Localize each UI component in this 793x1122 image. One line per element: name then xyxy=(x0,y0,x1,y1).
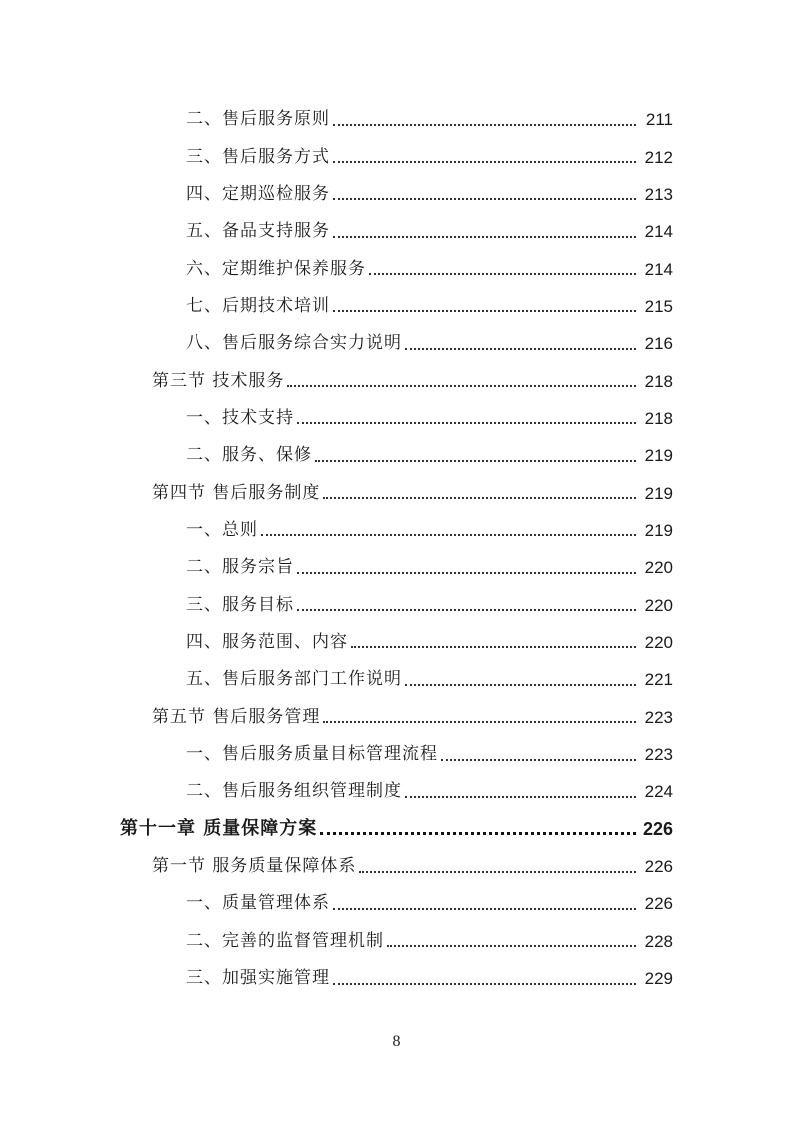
toc-entry-page: 215 xyxy=(644,296,673,316)
toc-entry-title: 二、售后服务组织管理制度 xyxy=(186,781,402,802)
toc-entry-page: 218 xyxy=(644,371,673,391)
toc-entry-page: 219 xyxy=(644,483,673,503)
toc-entry[interactable] xyxy=(0,661,793,698)
toc-entry-title: 二、完善的监督管理机制 xyxy=(186,930,384,951)
toc-entry-page: 211 xyxy=(645,110,673,130)
toc-section-entry[interactable] xyxy=(0,362,793,399)
toc-entry[interactable] xyxy=(0,101,793,138)
toc-entry-title: 第三节 技术服务 xyxy=(152,370,285,391)
toc-entry-title: 二、服务、保修 xyxy=(186,445,312,466)
toc-dot-leader xyxy=(405,783,636,801)
toc-entry-title: 一、技术支持 xyxy=(186,407,294,428)
toc-entry[interactable] xyxy=(0,288,793,325)
toc-entry-page: 214 xyxy=(644,259,673,279)
toc-dot-leader xyxy=(405,335,636,353)
toc-entry-page: 219 xyxy=(644,520,673,540)
toc-entry[interactable] xyxy=(0,325,793,362)
toc-entry-title: 一、质量管理体系 xyxy=(186,893,330,914)
toc-entry-page: 226 xyxy=(642,819,673,840)
toc-entry-title: 六、定期维护保养服务 xyxy=(186,258,366,279)
toc-entry-page: 223 xyxy=(644,707,673,727)
toc-entry-page: 218 xyxy=(644,408,673,428)
toc-dot-leader xyxy=(323,708,636,726)
toc-entry[interactable] xyxy=(0,624,793,661)
toc-dot-leader xyxy=(333,970,636,988)
toc-entry[interactable] xyxy=(0,138,793,175)
toc-entry-title: 一、售后服务质量目标管理流程 xyxy=(186,744,438,765)
toc-dot-leader xyxy=(297,559,636,577)
toc-entry-page: 224 xyxy=(644,782,673,802)
toc-dot-leader xyxy=(261,521,636,539)
toc-entry[interactable] xyxy=(0,773,793,810)
toc-dot-leader xyxy=(320,820,636,838)
toc-entry[interactable] xyxy=(0,250,793,287)
toc-dot-leader xyxy=(315,447,636,465)
toc-entry-title: 五、备品支持服务 xyxy=(186,221,330,242)
toc-dot-leader xyxy=(297,409,636,427)
toc-chapter-entry[interactable] xyxy=(0,811,793,848)
toc-dot-leader xyxy=(323,484,636,502)
toc-entry-title: 四、服务范围、内容 xyxy=(186,631,348,652)
toc-entry-page: 216 xyxy=(644,334,673,354)
toc-entry-title: 七、后期技术培训 xyxy=(186,295,330,316)
toc-entry-title: 一、总则 xyxy=(186,519,258,540)
toc-entry-page: 220 xyxy=(644,558,673,578)
toc-entry-page: 226 xyxy=(644,894,673,914)
table-of-contents xyxy=(0,101,793,997)
toc-dot-leader xyxy=(287,372,636,390)
toc-entry-title: 五、售后服务部门工作说明 xyxy=(186,669,402,690)
toc-entry-page: 221 xyxy=(644,670,673,690)
toc-entry-page: 226 xyxy=(644,857,673,877)
toc-dot-leader xyxy=(359,858,636,876)
toc-entry[interactable] xyxy=(0,176,793,213)
toc-entry-page: 219 xyxy=(644,446,673,466)
toc-dot-leader xyxy=(405,671,636,689)
toc-entry-page: 228 xyxy=(644,931,673,951)
toc-entry[interactable] xyxy=(0,213,793,250)
toc-entry[interactable] xyxy=(0,549,793,586)
toc-entry-title: 三、服务目标 xyxy=(186,594,294,615)
toc-entry[interactable] xyxy=(0,437,793,474)
toc-entry-page: 212 xyxy=(644,147,673,167)
toc-dot-leader xyxy=(351,633,636,651)
toc-entry-title: 四、定期巡检服务 xyxy=(186,183,330,204)
toc-section-entry[interactable] xyxy=(0,848,793,885)
toc-entry-title: 第四节 售后服务制度 xyxy=(152,482,321,503)
toc-entry-title: 第十一章 质量保障方案 xyxy=(120,818,318,840)
toc-dot-leader xyxy=(387,932,636,950)
toc-entry[interactable] xyxy=(0,400,793,437)
toc-entry[interactable] xyxy=(0,960,793,997)
toc-section-entry[interactable] xyxy=(0,474,793,511)
toc-dot-leader xyxy=(369,260,636,278)
toc-dot-leader xyxy=(333,223,636,241)
toc-entry-title: 第一节 服务质量保障体系 xyxy=(152,856,357,877)
toc-entry[interactable] xyxy=(0,512,793,549)
toc-entry-page: 213 xyxy=(644,184,673,204)
toc-dot-leader xyxy=(333,895,636,913)
toc-entry[interactable] xyxy=(0,736,793,773)
toc-entry[interactable] xyxy=(0,586,793,623)
toc-dot-leader xyxy=(441,746,636,764)
toc-dot-leader xyxy=(297,596,636,614)
toc-section-entry[interactable] xyxy=(0,699,793,736)
toc-entry-title: 三、售后服务方式 xyxy=(186,146,330,167)
toc-entry-title: 八、售后服务综合实力说明 xyxy=(186,333,402,354)
toc-entry-page: 220 xyxy=(644,595,673,615)
toc-entry-title: 第五节 售后服务管理 xyxy=(152,706,321,727)
toc-entry[interactable] xyxy=(0,923,793,960)
toc-dot-leader xyxy=(333,297,636,315)
toc-entry-page: 223 xyxy=(644,745,673,765)
toc-entry-page: 220 xyxy=(644,632,673,652)
toc-dot-leader xyxy=(333,148,636,166)
toc-dot-leader xyxy=(333,111,636,129)
toc-entry-page: 214 xyxy=(644,222,673,242)
toc-entry-title: 三、加强实施管理 xyxy=(186,968,330,989)
toc-entry-title: 二、服务宗旨 xyxy=(186,557,294,578)
toc-entry-page: 229 xyxy=(644,969,673,989)
toc-entry[interactable] xyxy=(0,885,793,922)
page-number: 8 xyxy=(392,1033,401,1050)
toc-entry-title: 二、售后服务原则 xyxy=(186,109,330,130)
toc-dot-leader xyxy=(333,185,636,203)
